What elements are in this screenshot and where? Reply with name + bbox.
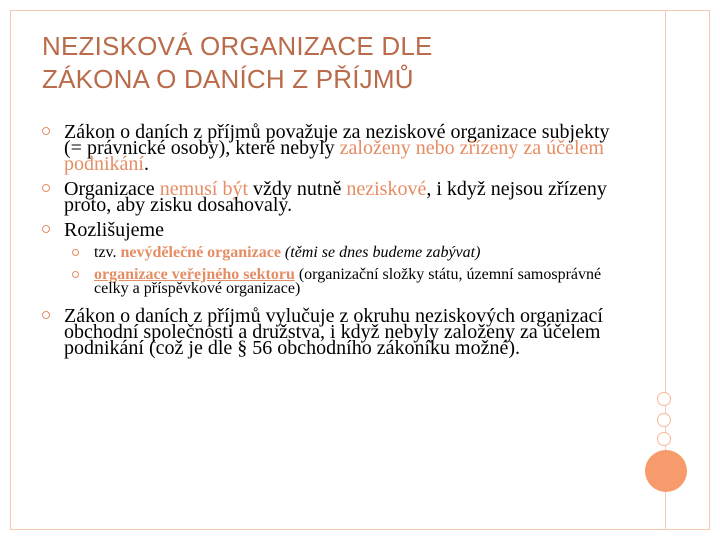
bullet-1-highlight: založeny nebo zřízeny za účelem podnikání [64,137,604,175]
bullet-item-1 [42,121,612,175]
decorative-ring-icon [657,432,671,446]
decorative-ring-icon [657,392,671,406]
ring-bullet-icon [42,311,50,319]
decorative-ring-icon [657,413,671,427]
sub-bullet-1-prefix: tzv. [94,244,121,261]
ring-bullet-icon [72,271,79,278]
bullet-list [42,121,612,359]
bullet-item-2 [42,178,612,216]
sub-bullet-item-2 [72,268,612,296]
bullet-2-text-c: , i když nejsou zřízeny proto, aby zisku dosahovaly. [64,178,607,216]
slide-title [42,30,642,96]
title-line-1: NEZISKOVÁ ORGANIZACE DLE [42,31,433,61]
bullet-1-end: . [144,153,149,175]
bullet-2-text-b: vždy nutně [248,178,347,200]
ring-bullet-icon [42,225,50,233]
sub-bullet-item-1 [72,246,612,260]
ring-bullet-icon [42,127,50,135]
slide-content [42,121,612,359]
bullet-item-3 [42,219,612,297]
sub-bullet-list [72,246,612,296]
bullet-3-text: Rozlišujeme [64,219,164,241]
bullet-2-highlight-2: neziskové [346,178,427,200]
ring-bullet-icon [72,249,79,256]
sub-bullet-2-note: (organizační složky státu, územní samosprávné celky a příspěvkové organizace) [94,266,602,297]
bullet-4-text: Zákon o daních z příjmů vylučuje z okruhu neziskových organizací obchodní společnosti a družstva, i když nebyly založeny za účelem podnikání (což je dle § 56 obchodního zákoníku možné). [64,305,603,359]
bullet-2-text-a: Organizace [64,178,160,200]
ring-bullet-icon [42,184,50,192]
bullet-2-highlight-1: nemusí být [159,178,249,200]
sub-bullet-1-note: (těmi se dnes budeme zabývat) [280,244,481,261]
title-line-2: ZÁKONA O DANÍCH Z PŘÍJMŮ [42,64,414,94]
orange-circle-icon [645,450,687,492]
sub-bullet-2-highlight: organizace veřejného sektoru [94,266,295,283]
bullet-1-text: Zákon o daních z příjmů považuje za neziskové organizace subjekty (= právnické osoby), které nebyly [64,121,610,159]
bullet-item-4 [42,305,612,359]
sub-bullet-1-highlight: nevýdělečné organizace [120,244,281,261]
